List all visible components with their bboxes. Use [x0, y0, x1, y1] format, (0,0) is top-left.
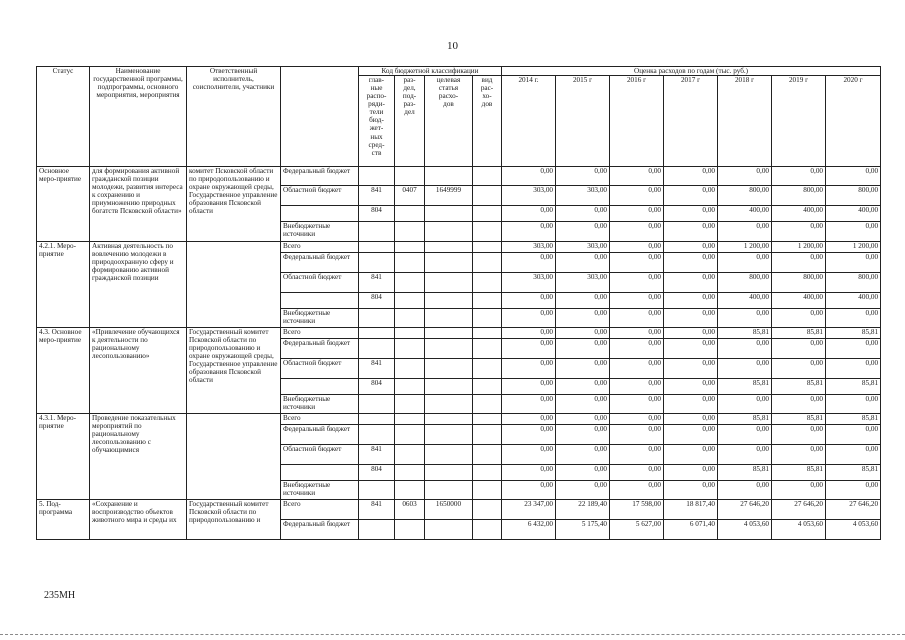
target-article-cell: [425, 481, 473, 500]
section-cell: [395, 309, 425, 328]
target-article-cell: [425, 309, 473, 328]
amount-cell: 17 598,00: [610, 500, 664, 520]
executor-cell: [187, 414, 281, 500]
expense-type-cell: [473, 379, 502, 395]
amount-cell: 0,00: [502, 253, 556, 273]
amount-cell: 0,00: [664, 273, 718, 293]
amount-cell: 85,81: [772, 465, 826, 481]
amount-cell: 85,81: [772, 379, 826, 395]
grbs-cell: 841: [359, 445, 395, 465]
section-cell: [395, 465, 425, 481]
grbs-cell: 804: [359, 379, 395, 395]
amount-cell: 0,00: [556, 293, 610, 309]
target-article-cell: [425, 395, 473, 414]
expense-type-cell: [473, 167, 502, 186]
amount-cell: 0,00: [502, 339, 556, 359]
section-cell: [395, 395, 425, 414]
amount-cell: 0,00: [826, 445, 881, 465]
amount-cell: 0,00: [610, 253, 664, 273]
target-article-cell: [425, 425, 473, 445]
name-cell: Проведение показательных мероприятий по рациональному лесопользованию с обучающимися: [90, 414, 187, 500]
source-cell: [281, 379, 359, 395]
amount-cell: 0,00: [610, 222, 664, 242]
footer-code: 235МН: [44, 590, 76, 601]
amount-cell: 0,00: [610, 359, 664, 379]
amount-cell: 85,81: [718, 328, 772, 339]
amount-cell: 1 200,00: [826, 242, 881, 253]
amount-cell: 6 071,40: [664, 520, 718, 540]
amount-cell: 800,00: [826, 186, 881, 206]
amount-cell: 0,00: [772, 359, 826, 379]
amount-cell: 6 432,00: [502, 520, 556, 540]
amount-cell: 400,00: [826, 293, 881, 309]
source-cell: Федеральный бюджет: [281, 425, 359, 445]
amount-cell: 0,00: [826, 395, 881, 414]
header-status: Статус: [37, 67, 90, 167]
amount-cell: 0,00: [664, 339, 718, 359]
grbs-cell: 804: [359, 293, 395, 309]
amount-cell: 85,81: [772, 328, 826, 339]
amount-cell: 0,00: [826, 339, 881, 359]
target-article-cell: [425, 520, 473, 540]
grbs-cell: [359, 222, 395, 242]
source-cell: Областной бюджет: [281, 273, 359, 293]
amount-cell: 5 627,00: [610, 520, 664, 540]
expense-type-cell: [473, 222, 502, 242]
source-cell: Всего: [281, 242, 359, 253]
amount-cell: 85,81: [826, 328, 881, 339]
amount-cell: 0,00: [556, 445, 610, 465]
grbs-cell: [359, 425, 395, 445]
amount-cell: 0,00: [826, 167, 881, 186]
header-kbk: Код бюджетной классификации: [359, 67, 502, 76]
section-cell: [395, 328, 425, 339]
amount-cell: 22 189,40: [556, 500, 610, 520]
expense-type-cell: [473, 481, 502, 500]
header-year: 2014 г.: [502, 76, 556, 167]
section-cell: [395, 445, 425, 465]
amount-cell: 0,00: [664, 253, 718, 273]
executor-cell: комитет Псковской области по природопользованию и охране окружающей среды, Государственное управление образования Псковской области: [187, 167, 281, 242]
grbs-cell: 804: [359, 206, 395, 222]
source-cell: [281, 465, 359, 481]
grbs-cell: [359, 481, 395, 500]
amount-cell: 0,00: [826, 359, 881, 379]
amount-cell: 0,00: [718, 445, 772, 465]
budget-table: [36, 66, 881, 540]
amount-cell: 0,00: [664, 379, 718, 395]
target-article-cell: [425, 273, 473, 293]
section-cell: [395, 293, 425, 309]
source-cell: Внебюджетные источники: [281, 222, 359, 242]
status-cell: Основное меро-приятие: [37, 167, 90, 242]
header-expenses: Оценка расходов по годам (тыс. руб.): [502, 67, 881, 76]
header-year: 2019 г: [772, 76, 826, 167]
section-cell: 0603: [395, 500, 425, 520]
amount-cell: 0,00: [610, 293, 664, 309]
amount-cell: 0,00: [556, 425, 610, 445]
source-cell: Всего: [281, 328, 359, 339]
amount-cell: 0,00: [502, 359, 556, 379]
header-year: 2017 г: [664, 76, 718, 167]
amount-cell: 0,00: [664, 328, 718, 339]
amount-cell: 0,00: [772, 445, 826, 465]
amount-cell: 0,00: [772, 309, 826, 328]
expense-type-cell: [473, 465, 502, 481]
amount-cell: 0,00: [772, 481, 826, 500]
amount-cell: 0,00: [826, 481, 881, 500]
amount-cell: 0,00: [718, 167, 772, 186]
expense-type-cell: [473, 395, 502, 414]
header-kbk-section: раз- дел, под- раз- дел: [395, 76, 425, 167]
amount-cell: 0,00: [610, 425, 664, 445]
source-cell: [281, 293, 359, 309]
section-cell: [395, 339, 425, 359]
grbs-cell: 841: [359, 500, 395, 520]
status-cell: 4.2.1. Меро-приятие: [37, 242, 90, 328]
grbs-cell: [359, 253, 395, 273]
name-cell: Активная деятельность по вовлечению молодежи в природоохранную сферу и формированию активной гражданской позиции: [90, 242, 187, 328]
amount-cell: 0,00: [556, 414, 610, 425]
amount-cell: 0,00: [664, 222, 718, 242]
grbs-cell: 841: [359, 186, 395, 206]
scan-edge-line: [0, 634, 905, 635]
header-name: Наименование государственной программы, подпрограммы, основного мероприятия, мероприятия: [90, 67, 187, 167]
amount-cell: 303,00: [502, 186, 556, 206]
section-cell: [395, 222, 425, 242]
expense-type-cell: [473, 328, 502, 339]
amount-cell: 0,00: [664, 167, 718, 186]
amount-cell: 0,00: [502, 465, 556, 481]
amount-cell: 0,00: [556, 339, 610, 359]
expense-type-cell: [473, 186, 502, 206]
section-cell: [395, 359, 425, 379]
header-kbk-target: целевая статья расхо- дов: [425, 76, 473, 167]
amount-cell: 0,00: [502, 222, 556, 242]
amount-cell: 0,00: [826, 309, 881, 328]
grbs-cell: 841: [359, 359, 395, 379]
section-cell: [395, 520, 425, 540]
amount-cell: 0,00: [502, 206, 556, 222]
header-kbk-type: вид рас- хо- дов: [473, 76, 502, 167]
source-cell: Внебюджетные источники: [281, 309, 359, 328]
amount-cell: 0,00: [610, 328, 664, 339]
grbs-cell: [359, 395, 395, 414]
status-cell: 4.3. Основное меро-приятие: [37, 328, 90, 414]
grbs-cell: 841: [359, 273, 395, 293]
section-cell: [395, 167, 425, 186]
amount-cell: 400,00: [718, 206, 772, 222]
target-article-cell: [425, 222, 473, 242]
target-article-cell: [425, 253, 473, 273]
amount-cell: 0,00: [556, 328, 610, 339]
target-article-cell: [425, 339, 473, 359]
amount-cell: 0,00: [772, 395, 826, 414]
amount-cell: 0,00: [664, 293, 718, 309]
target-article-cell: [425, 242, 473, 253]
target-article-cell: [425, 465, 473, 481]
amount-cell: 5 175,40: [556, 520, 610, 540]
amount-cell: 85,81: [826, 414, 881, 425]
source-cell: Федеральный бюджет: [281, 253, 359, 273]
section-cell: 0407: [395, 186, 425, 206]
section-cell: [395, 206, 425, 222]
amount-cell: 400,00: [772, 293, 826, 309]
amount-cell: 800,00: [718, 273, 772, 293]
table-row: [37, 414, 881, 425]
amount-cell: 0,00: [664, 206, 718, 222]
grbs-cell: 804: [359, 465, 395, 481]
name-cell: для формирования активной гражданской позиции молодежи, развития интереса к сохранению и приумножению природных богатств Псковской области»: [90, 167, 187, 242]
source-cell: Всего: [281, 500, 359, 520]
amount-cell: 4 053,60: [718, 520, 772, 540]
amount-cell: 85,81: [772, 414, 826, 425]
amount-cell: 400,00: [826, 206, 881, 222]
amount-cell: 0,00: [718, 481, 772, 500]
amount-cell: 0,00: [664, 445, 718, 465]
amount-cell: 400,00: [718, 293, 772, 309]
target-article-cell: [425, 328, 473, 339]
expense-type-cell: [473, 273, 502, 293]
section-cell: [395, 273, 425, 293]
amount-cell: 0,00: [610, 445, 664, 465]
amount-cell: 0,00: [610, 167, 664, 186]
amount-cell: 85,81: [718, 465, 772, 481]
grbs-cell: [359, 167, 395, 186]
executor-cell: Государственный комитет Псковской области по природопользованию и: [187, 500, 281, 540]
amount-cell: 0,00: [610, 206, 664, 222]
amount-cell: 0,00: [610, 309, 664, 328]
source-cell: Областной бюджет: [281, 445, 359, 465]
amount-cell: 0,00: [556, 379, 610, 395]
amount-cell: 0,00: [718, 359, 772, 379]
amount-cell: 303,00: [502, 273, 556, 293]
name-cell: «Привлечение обучающихся к деятельности по рациональному лесопользованию»: [90, 328, 187, 414]
amount-cell: 27 646,20: [772, 500, 826, 520]
amount-cell: 0,00: [502, 379, 556, 395]
amount-cell: 0,00: [502, 167, 556, 186]
amount-cell: 0,00: [664, 425, 718, 445]
target-article-cell: [425, 359, 473, 379]
table-row: [37, 500, 881, 520]
header-source: [281, 67, 359, 167]
amount-cell: 0,00: [772, 253, 826, 273]
expense-type-cell: [473, 500, 502, 520]
header-year: 2020 г: [826, 76, 881, 167]
amount-cell: 0,00: [718, 395, 772, 414]
amount-cell: 303,00: [556, 273, 610, 293]
amount-cell: 0,00: [772, 222, 826, 242]
grbs-cell: [359, 414, 395, 425]
amount-cell: 27 646,20: [826, 500, 881, 520]
expense-type-cell: [473, 520, 502, 540]
amount-cell: 0,00: [610, 379, 664, 395]
source-cell: Внебюджетные источники: [281, 481, 359, 500]
amount-cell: 800,00: [718, 186, 772, 206]
amount-cell: 1 200,00: [772, 242, 826, 253]
target-article-cell: [425, 167, 473, 186]
amount-cell: 0,00: [556, 465, 610, 481]
section-cell: [395, 379, 425, 395]
grbs-cell: [359, 328, 395, 339]
source-cell: Областной бюджет: [281, 359, 359, 379]
amount-cell: 0,00: [664, 395, 718, 414]
grbs-cell: [359, 309, 395, 328]
table-row: [37, 328, 881, 339]
source-cell: Федеральный бюджет: [281, 520, 359, 540]
amount-cell: 0,00: [718, 309, 772, 328]
amount-cell: 0,00: [664, 465, 718, 481]
header-year: 2018 г: [718, 76, 772, 167]
amount-cell: 0,00: [664, 414, 718, 425]
amount-cell: 0,00: [556, 167, 610, 186]
target-article-cell: 1649999: [425, 186, 473, 206]
amount-cell: 303,00: [556, 242, 610, 253]
target-article-cell: [425, 293, 473, 309]
amount-cell: 400,00: [772, 206, 826, 222]
amount-cell: 27 646,20: [718, 500, 772, 520]
amount-cell: 0,00: [502, 425, 556, 445]
target-article-cell: [425, 414, 473, 425]
amount-cell: 0,00: [502, 395, 556, 414]
amount-cell: 0,00: [664, 359, 718, 379]
grbs-cell: [359, 339, 395, 359]
grbs-cell: [359, 520, 395, 540]
amount-cell: 18 817,40: [664, 500, 718, 520]
expense-type-cell: [473, 253, 502, 273]
target-article-cell: 1650000: [425, 500, 473, 520]
amount-cell: 23 347,00: [502, 500, 556, 520]
amount-cell: 303,00: [556, 186, 610, 206]
amount-cell: 0,00: [664, 186, 718, 206]
expense-type-cell: [473, 242, 502, 253]
amount-cell: 0,00: [718, 339, 772, 359]
executor-cell: Государственный комитет Псковской области по природопользованию и охране окружающей среды, Государственное управление образования Псковской области: [187, 328, 281, 414]
amount-cell: 303,00: [502, 242, 556, 253]
source-cell: Федеральный бюджет: [281, 339, 359, 359]
amount-cell: 0,00: [610, 395, 664, 414]
amount-cell: 0,00: [772, 425, 826, 445]
amount-cell: 0,00: [718, 222, 772, 242]
section-cell: [395, 253, 425, 273]
expense-type-cell: [473, 445, 502, 465]
target-article-cell: [425, 445, 473, 465]
source-cell: Внебюджетные источники: [281, 395, 359, 414]
amount-cell: 0,00: [664, 481, 718, 500]
amount-cell: 0,00: [502, 328, 556, 339]
amount-cell: 0,00: [610, 273, 664, 293]
source-cell: Всего: [281, 414, 359, 425]
amount-cell: 800,00: [826, 273, 881, 293]
expense-type-cell: [473, 339, 502, 359]
amount-cell: 0,00: [556, 395, 610, 414]
amount-cell: 0,00: [556, 481, 610, 500]
amount-cell: 0,00: [610, 339, 664, 359]
grbs-cell: [359, 242, 395, 253]
amount-cell: 0,00: [502, 445, 556, 465]
name-cell: «Сохранение и воспроизводство объектов животного мира и среды их: [90, 500, 187, 540]
amount-cell: 85,81: [718, 379, 772, 395]
amount-cell: 0,00: [556, 222, 610, 242]
amount-cell: 0,00: [502, 481, 556, 500]
header-kbk-grbs: глав- ные распо- ряди- тели бюд- жет- ных сред- ств: [359, 76, 395, 167]
amount-cell: 85,81: [826, 379, 881, 395]
amount-cell: 4 053,60: [772, 520, 826, 540]
amount-cell: 0,00: [826, 222, 881, 242]
amount-cell: 0,00: [718, 425, 772, 445]
section-cell: [395, 481, 425, 500]
amount-cell: 0,00: [772, 167, 826, 186]
amount-cell: 800,00: [772, 186, 826, 206]
amount-cell: 0,00: [610, 414, 664, 425]
section-cell: [395, 414, 425, 425]
amount-cell: 0,00: [610, 465, 664, 481]
target-article-cell: [425, 206, 473, 222]
amount-cell: 1 200,00: [718, 242, 772, 253]
amount-cell: 0,00: [664, 309, 718, 328]
header-executor: Ответственный исполнитель, соисполнители, участники: [187, 67, 281, 167]
amount-cell: 0,00: [502, 414, 556, 425]
source-cell: Федеральный бюджет: [281, 167, 359, 186]
amount-cell: 0,00: [502, 293, 556, 309]
expense-type-cell: [473, 206, 502, 222]
status-cell: 4.3.1. Меро-приятие: [37, 414, 90, 500]
amount-cell: 0,00: [610, 186, 664, 206]
amount-cell: 0,00: [556, 359, 610, 379]
amount-cell: 800,00: [772, 273, 826, 293]
amount-cell: 0,00: [718, 253, 772, 273]
amount-cell: 0,00: [556, 253, 610, 273]
amount-cell: 0,00: [610, 481, 664, 500]
status-cell: 5. Под-программа: [37, 500, 90, 540]
target-article-cell: [425, 379, 473, 395]
amount-cell: 0,00: [664, 242, 718, 253]
amount-cell: 0,00: [556, 309, 610, 328]
section-cell: [395, 425, 425, 445]
amount-cell: 0,00: [502, 309, 556, 328]
amount-cell: 0,00: [772, 339, 826, 359]
table-row: [37, 167, 881, 186]
section-cell: [395, 242, 425, 253]
page-number: 10: [447, 40, 458, 52]
header-year: 2016 г: [610, 76, 664, 167]
source-cell: Областной бюджет: [281, 186, 359, 206]
amount-cell: 4 053,60: [826, 520, 881, 540]
expense-type-cell: [473, 309, 502, 328]
amount-cell: 85,81: [718, 414, 772, 425]
expense-type-cell: [473, 293, 502, 309]
amount-cell: 85,81: [826, 465, 881, 481]
table-row: [37, 242, 881, 253]
amount-cell: 0,00: [826, 253, 881, 273]
amount-cell: 0,00: [556, 206, 610, 222]
amount-cell: 0,00: [826, 425, 881, 445]
amount-cell: 0,00: [610, 242, 664, 253]
expense-type-cell: [473, 359, 502, 379]
expense-type-cell: [473, 425, 502, 445]
expense-type-cell: [473, 414, 502, 425]
header-year: 2015 г: [556, 76, 610, 167]
executor-cell: [187, 242, 281, 328]
source-cell: [281, 206, 359, 222]
